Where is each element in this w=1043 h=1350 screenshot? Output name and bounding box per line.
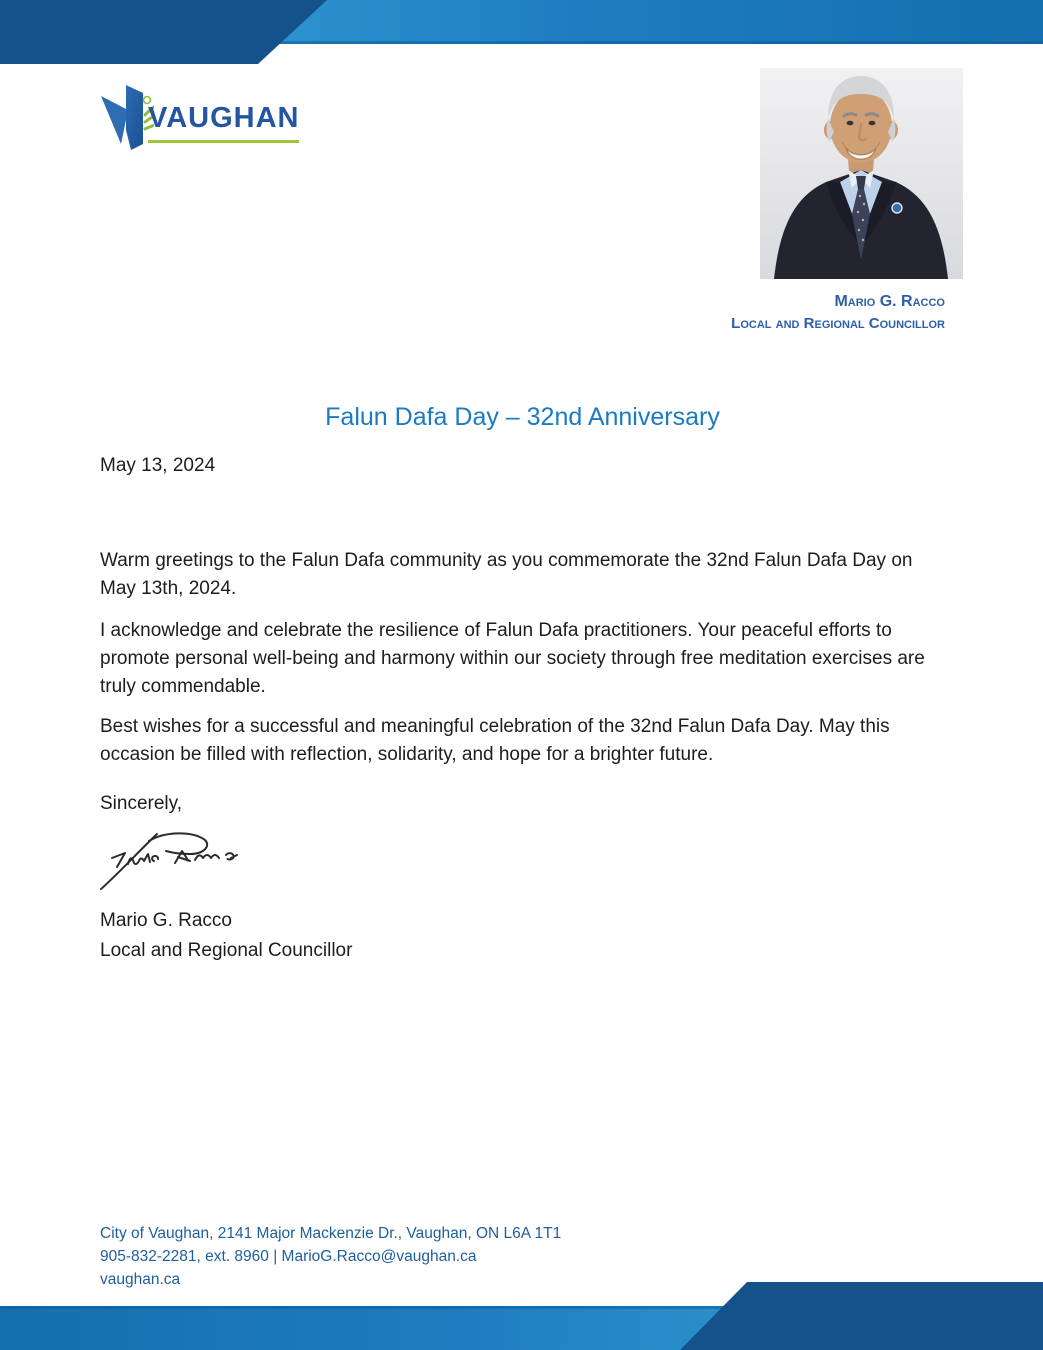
caption-name: Mario G. Racco — [834, 293, 945, 310]
letter-closing: Sincerely, — [100, 793, 183, 814]
letter-paragraph: Warm greetings to the Falun Dafa community as you commemorate the 32nd Falun Dafa Day on May 13th, 2024. — [100, 550, 913, 599]
caption-title: Local and Regional Councillor — [731, 315, 945, 332]
vaughan-logo-text: VAUGHAN — [148, 102, 299, 143]
councillor-portrait-photo — [760, 68, 963, 279]
signature-image — [97, 827, 257, 895]
footer-phone-email: 905-832-2281, ext. 8960 | MarioG.Racco@vaughan.ca — [100, 1248, 477, 1265]
signer-title: Local and Regional Councillor — [100, 940, 353, 961]
portrait-caption — [731, 291, 945, 335]
top-banner-graphic — [0, 0, 1043, 70]
footer-website: vaughan.ca — [100, 1271, 181, 1288]
portrait-illustration — [760, 68, 963, 279]
vaughan-logo-mark-icon — [98, 82, 154, 152]
bottom-banner-graphic — [0, 1280, 1043, 1350]
footer-address: City of Vaughan, 2141 Major Mackenzie Dr., Vaughan, ON L6A 1T1 — [100, 1225, 562, 1242]
letter-date: May 13, 2024 — [100, 455, 216, 476]
letter-paragraph: Best wishes for a successful and meaningful celebration of the 32nd Falun Dafa Day. May this occasion be filled with reflection, solidarity, and hope for a brighter future. — [100, 716, 890, 765]
letter-title: Falun Dafa Day – 32nd Anniversary — [325, 403, 720, 431]
vaughan-logo — [98, 82, 328, 154]
signer-name: Mario G. Racco — [100, 910, 232, 931]
signature-block — [100, 906, 352, 966]
letter-paragraph: I acknowledge and celebrate the resilience of Falun Dafa practitioners. Your peaceful efforts to promote personal well-being and harmony within our society through free meditation exercises are truly commendable. — [100, 620, 925, 697]
